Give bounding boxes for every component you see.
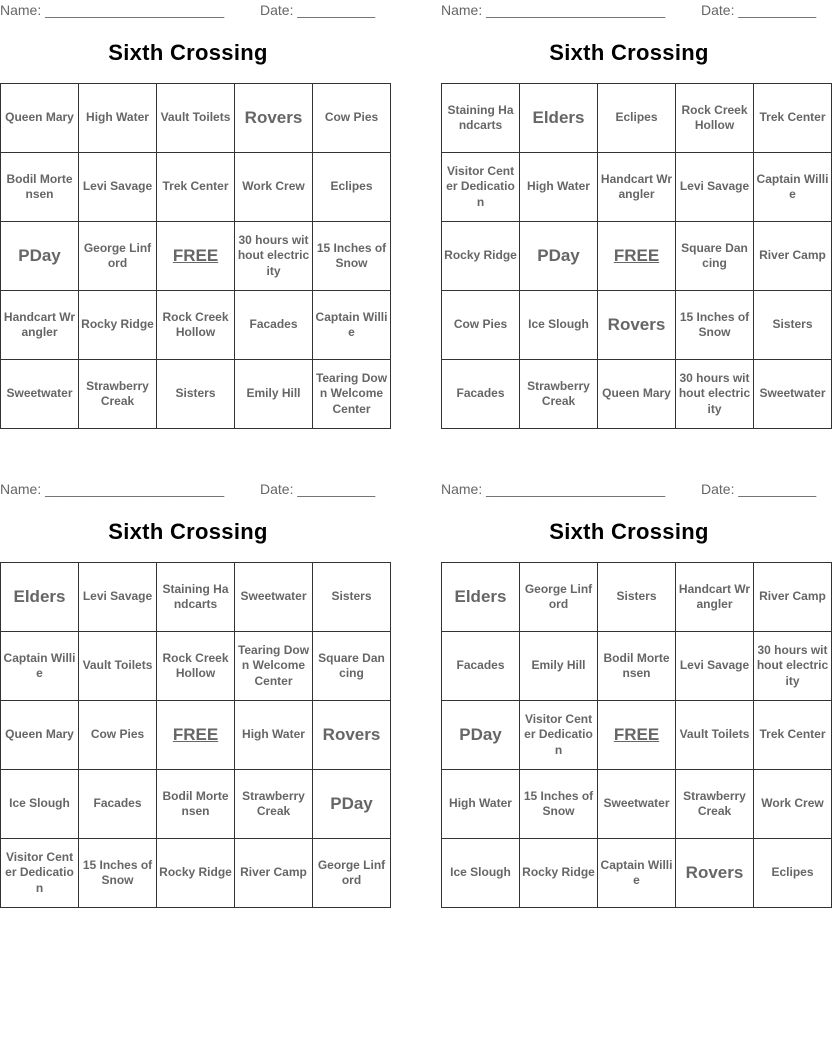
card-title: Sixth Crossing <box>549 519 709 544</box>
bingo-cell[interactable]: Cow Pies <box>442 291 520 360</box>
bingo-cell[interactable]: Levi Savage <box>676 632 754 701</box>
bingo-cell[interactable]: Rocky Ridge <box>520 839 598 908</box>
bingo-cell[interactable]: PDay <box>1 222 79 291</box>
bingo-cell[interactable]: Ice Slough <box>520 291 598 360</box>
bingo-cell[interactable]: Trek Center <box>157 153 235 222</box>
grid-row <box>442 563 832 632</box>
bingo-cell[interactable]: Bodil Mortensen <box>598 632 676 701</box>
bingo-cell[interactable]: Levi Savage <box>79 563 157 632</box>
bingo-cell[interactable]: Elders <box>1 563 79 632</box>
bingo-cell[interactable]: River Camp <box>754 563 832 632</box>
bingo-cell[interactable]: Rock Creek Hollow <box>676 84 754 153</box>
bingo-cell[interactable]: Sweetwater <box>598 770 676 839</box>
bingo-cell[interactable]: Tearing Down Welcome Center <box>235 632 313 701</box>
grid-row <box>442 153 832 222</box>
bingo-cell[interactable]: Emily Hill <box>235 360 313 429</box>
bingo-cell[interactable]: Facades <box>442 360 520 429</box>
name-field[interactable]: Name: _______________________ <box>441 481 666 497</box>
grid-row <box>1 84 391 153</box>
bingo-cell[interactable]: Rocky Ridge <box>157 839 235 908</box>
grid-row <box>1 563 391 632</box>
grid-row <box>442 291 832 360</box>
bingo-cell[interactable]: Facades <box>442 632 520 701</box>
bingo-cell[interactable]: 30 hours without electricity <box>235 222 313 291</box>
bingo-cell[interactable]: Captain Willie <box>598 839 676 908</box>
card-header <box>0 479 376 499</box>
grid-row <box>442 770 832 839</box>
date-field[interactable]: Date: __________ <box>701 481 817 497</box>
bingo-grid <box>0 562 391 908</box>
grid-row <box>1 770 391 839</box>
bingo-cell[interactable]: Eclipes <box>754 839 832 908</box>
date-field[interactable]: Date: __________ <box>260 481 376 497</box>
bingo-cell[interactable]: Ice Slough <box>1 770 79 839</box>
grid-row <box>442 632 832 701</box>
bingo-cell[interactable]: PDay <box>442 701 520 770</box>
grid-row <box>442 222 832 291</box>
name-field[interactable]: Name: _______________________ <box>441 2 666 18</box>
bingo-cell[interactable]: Rovers <box>676 839 754 908</box>
bingo-cell[interactable]: Rocky Ridge <box>442 222 520 291</box>
grid-row <box>442 701 832 770</box>
bingo-cell[interactable]: High Water <box>235 701 313 770</box>
bingo-cell[interactable]: 15 Inches of Snow <box>676 291 754 360</box>
bingo-cell[interactable]: Sisters <box>157 360 235 429</box>
bingo-cell[interactable]: Trek Center <box>754 701 832 770</box>
bingo-cell[interactable]: Eclipes <box>313 153 391 222</box>
free-space[interactable]: FREE <box>598 222 676 291</box>
bingo-cell[interactable]: Rock Creek Hollow <box>157 291 235 360</box>
grid-row <box>1 222 391 291</box>
bingo-cell[interactable]: Handcart Wrangler <box>1 291 79 360</box>
card-title: Sixth Crossing <box>108 40 268 65</box>
bingo-cell[interactable]: Strawberry Creak <box>79 360 157 429</box>
bingo-cell[interactable]: Staining Handcarts <box>157 563 235 632</box>
bingo-cell[interactable]: 15 Inches of Snow <box>79 839 157 908</box>
bingo-cell[interactable]: Captain Willie <box>754 153 832 222</box>
bingo-cell[interactable]: Emily Hill <box>520 632 598 701</box>
bingo-cell[interactable]: River Camp <box>754 222 832 291</box>
bingo-cell[interactable]: 15 Inches of Snow <box>520 770 598 839</box>
bingo-cell[interactable]: Work Crew <box>235 153 313 222</box>
bingo-cell[interactable]: Handcart Wrangler <box>598 153 676 222</box>
bingo-cell[interactable]: Sisters <box>598 563 676 632</box>
bingo-cell[interactable]: Tearing Down Welcome Center <box>313 360 391 429</box>
bingo-cell[interactable]: Captain Willie <box>313 291 391 360</box>
bingo-cell[interactable]: Facades <box>235 291 313 360</box>
bingo-cell[interactable]: Elders <box>442 563 520 632</box>
bingo-cell[interactable]: Trek Center <box>754 84 832 153</box>
card-header <box>441 0 817 20</box>
bingo-cell[interactable]: Elders <box>520 84 598 153</box>
bingo-cell[interactable]: Vault Toilets <box>157 84 235 153</box>
grid-row <box>1 153 391 222</box>
bingo-cell[interactable]: Levi Savage <box>79 153 157 222</box>
grid-row <box>1 360 391 429</box>
bingo-cell[interactable]: Visitor Center Dedication <box>520 701 598 770</box>
bingo-card-1 <box>0 0 388 416</box>
bingo-cell[interactable]: Rovers <box>235 84 313 153</box>
bingo-cell[interactable]: Strawberry Creak <box>676 770 754 839</box>
bingo-cell[interactable]: Sweetwater <box>754 360 832 429</box>
bingo-cell[interactable]: 30 hours without electricity <box>676 360 754 429</box>
bingo-cell[interactable]: Sisters <box>313 563 391 632</box>
bingo-cell[interactable]: Queen Mary <box>598 360 676 429</box>
bingo-card-4 <box>441 479 829 887</box>
bingo-cell[interactable]: High Water <box>442 770 520 839</box>
bingo-cell[interactable]: Staining Handcarts <box>442 84 520 153</box>
grid-row <box>442 84 832 153</box>
bingo-cell[interactable]: Facades <box>79 770 157 839</box>
grid-row <box>1 839 391 908</box>
bingo-cell[interactable]: Eclipes <box>598 84 676 153</box>
card-header <box>0 0 376 20</box>
bingo-cell[interactable]: George Linford <box>520 563 598 632</box>
bingo-cell[interactable]: Bodil Mortensen <box>1 153 79 222</box>
bingo-cell[interactable]: George Linford <box>313 839 391 908</box>
bingo-cell[interactable]: Cow Pies <box>79 701 157 770</box>
card-header <box>441 479 817 499</box>
bingo-cell[interactable]: 15 Inches of Snow <box>313 222 391 291</box>
bingo-grid <box>0 83 391 429</box>
grid-row <box>442 360 832 429</box>
bingo-cell[interactable]: Levi Savage <box>676 153 754 222</box>
date-field[interactable]: Date: __________ <box>701 2 817 18</box>
bingo-cell[interactable]: Rovers <box>598 291 676 360</box>
grid-row <box>1 701 391 770</box>
card-title: Sixth Crossing <box>549 40 709 65</box>
bingo-cell[interactable]: Rocky Ridge <box>79 291 157 360</box>
bingo-cell[interactable]: Visitor Center Dedication <box>1 839 79 908</box>
bingo-cell[interactable]: Sweetwater <box>235 563 313 632</box>
bingo-cell[interactable]: Queen Mary <box>1 84 79 153</box>
bingo-grid <box>441 83 832 429</box>
bingo-cell[interactable]: PDay <box>313 770 391 839</box>
bingo-cell[interactable]: Rovers <box>313 701 391 770</box>
bingo-cell[interactable]: Vault Toilets <box>79 632 157 701</box>
grid-row <box>442 839 832 908</box>
bingo-cell[interactable]: PDay <box>520 222 598 291</box>
bingo-cell[interactable]: Sisters <box>754 291 832 360</box>
bingo-cell[interactable]: Visitor Center Dedication <box>442 153 520 222</box>
bingo-cell[interactable]: Work Crew <box>754 770 832 839</box>
bingo-cell[interactable]: Queen Mary <box>1 701 79 770</box>
bingo-cell[interactable]: High Water <box>79 84 157 153</box>
free-space[interactable]: FREE <box>157 701 235 770</box>
bingo-cell[interactable]: Ice Slough <box>442 839 520 908</box>
bingo-cell[interactable]: Vault Toilets <box>676 701 754 770</box>
bingo-grid <box>441 562 832 908</box>
bingo-cell[interactable]: Handcart Wrangler <box>676 563 754 632</box>
grid-row <box>1 632 391 701</box>
bingo-card-3 <box>0 479 386 895</box>
bingo-cell[interactable]: 30 hours without electricity <box>754 632 832 701</box>
bingo-cell[interactable]: Rock Creek Hollow <box>157 632 235 701</box>
bingo-cell[interactable]: Sweetwater <box>1 360 79 429</box>
date-field[interactable]: Date: __________ <box>260 2 376 18</box>
free-space[interactable]: FREE <box>598 701 676 770</box>
bingo-cell[interactable]: High Water <box>520 153 598 222</box>
bingo-cell[interactable]: River Camp <box>235 839 313 908</box>
bingo-cell[interactable]: Square Dancing <box>313 632 391 701</box>
bingo-card-2 <box>441 0 829 416</box>
bingo-cell[interactable]: Bodil Mortensen <box>157 770 235 839</box>
name-field[interactable]: Name: _______________________ <box>0 481 225 497</box>
bingo-cell[interactable]: Cow Pies <box>313 84 391 153</box>
grid-row <box>1 291 391 360</box>
name-field[interactable]: Name: _______________________ <box>0 2 225 18</box>
bingo-cell[interactable]: George Linford <box>79 222 157 291</box>
free-space[interactable]: FREE <box>157 222 235 291</box>
bingo-cell[interactable]: Strawberry Creak <box>520 360 598 429</box>
bingo-cell[interactable]: Square Dancing <box>676 222 754 291</box>
bingo-cell[interactable]: Strawberry Creak <box>235 770 313 839</box>
card-title: Sixth Crossing <box>108 519 268 544</box>
bingo-cell[interactable]: Captain Willie <box>1 632 79 701</box>
